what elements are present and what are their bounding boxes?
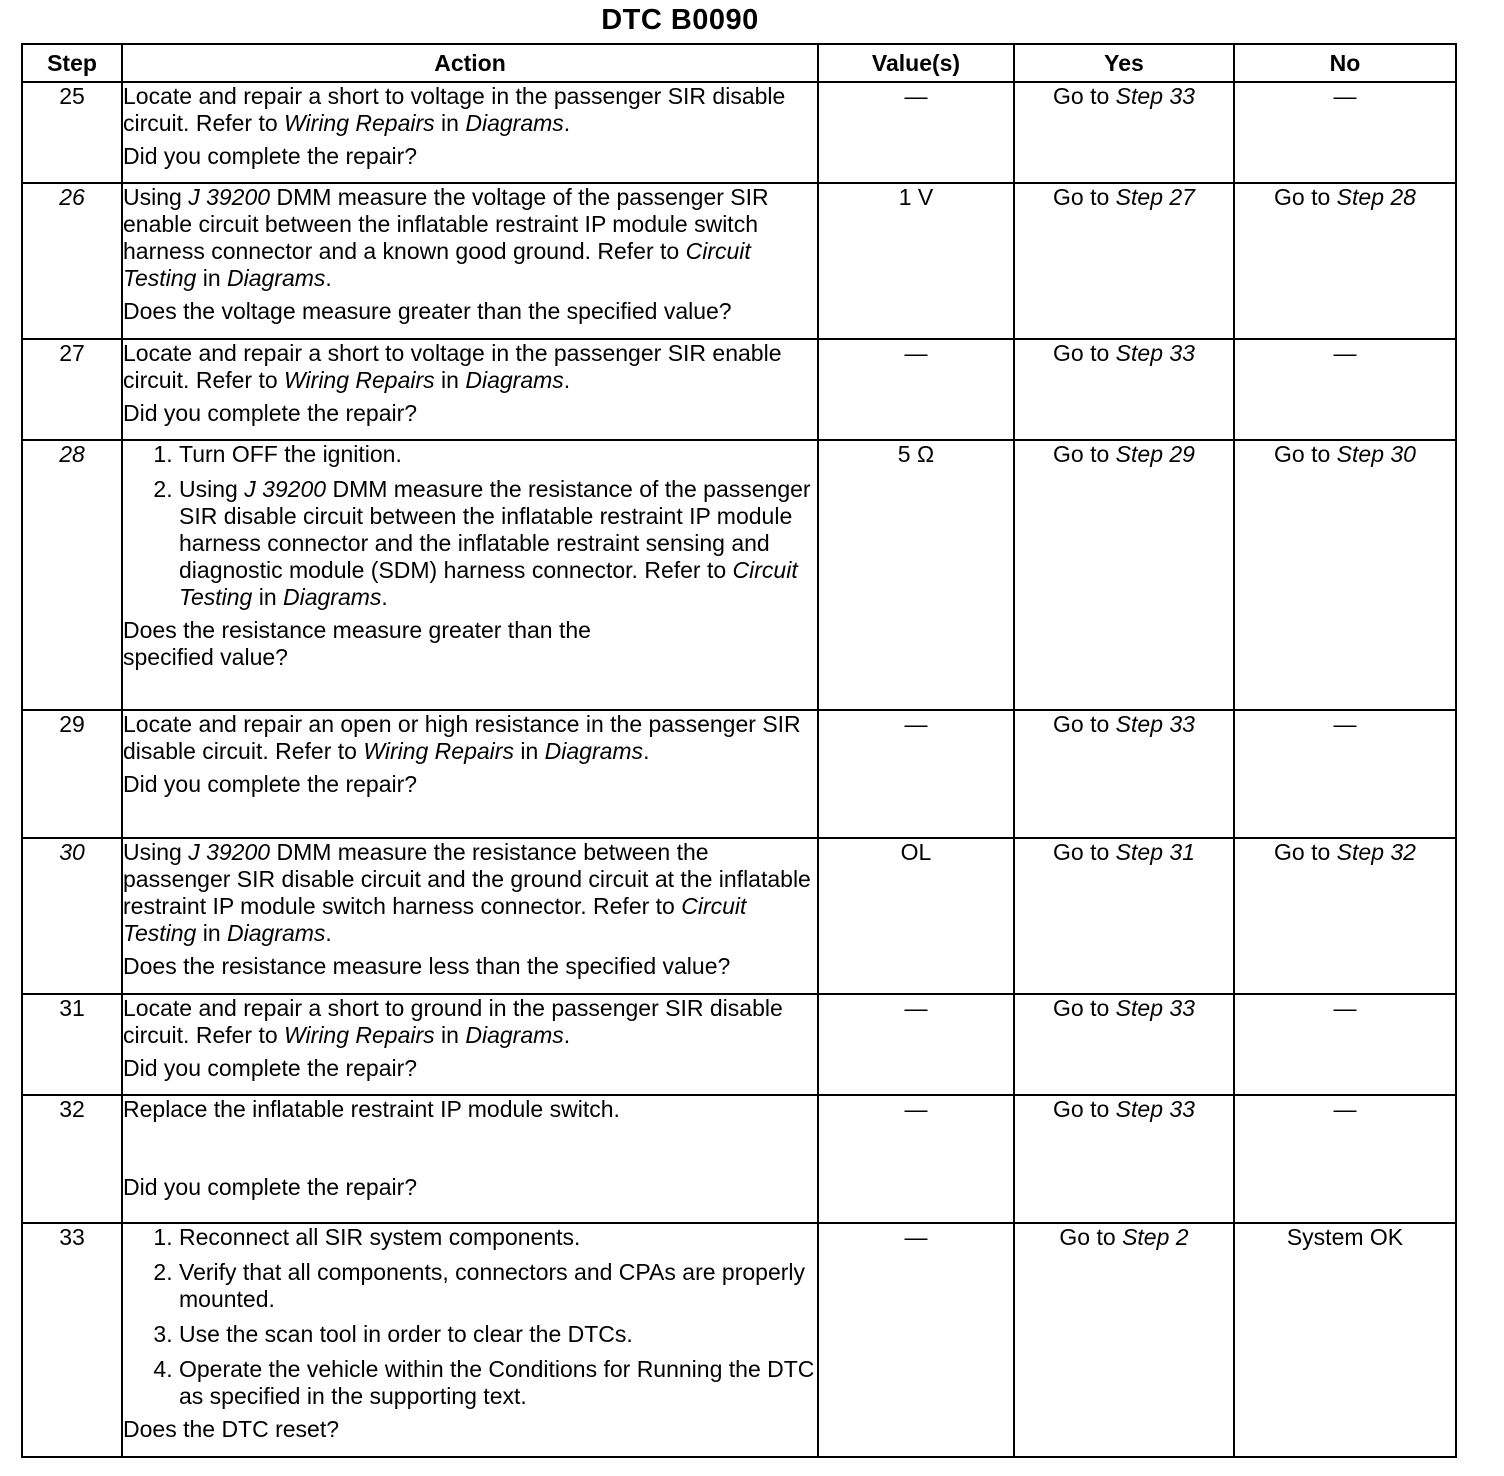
value-cell: 1 V (818, 183, 1014, 339)
list-item: 1. Turn OFF the ignition. (179, 441, 817, 468)
action-text: Using J 39200 DMM measure the voltage of the passenger SIR enable circuit between the inflatable restraint IP module switch harness connector and a known good ground. Refer to Circuit Testing in Diagrams. (123, 184, 769, 291)
table-row (22, 838, 1456, 994)
table-row (22, 339, 1456, 440)
action-question: Does the resistance measure greater than the specified value? (123, 617, 591, 670)
table-row (22, 440, 1456, 710)
action-cell (122, 339, 818, 440)
list-item: 3. Use the scan tool in order to clear the DTCs. (179, 1321, 817, 1348)
action-cell (122, 1095, 818, 1223)
step-number: 30 (22, 838, 122, 994)
action-question: Does the resistance measure less than the specified value? (123, 953, 731, 979)
yes-cell: Go to Step 33 (1014, 710, 1234, 838)
action-cell (122, 1223, 818, 1457)
procedure-list (123, 1224, 817, 1410)
value-cell: — (818, 339, 1014, 440)
action-cell (122, 994, 818, 1095)
value-cell: — (818, 1223, 1014, 1457)
yes-cell: Go to Step 33 (1014, 1095, 1234, 1223)
step-number: 25 (22, 82, 122, 183)
action-question: Does the DTC reset? (123, 1416, 340, 1442)
yes-cell: Go to Step 33 (1014, 994, 1234, 1095)
step-number: 32 (22, 1095, 122, 1223)
action-text: Using J 39200 DMM measure the resistance between the passenger SIR disable circuit and the ground circuit at the inflatable restraint IP module switch harness connector. Refer to Circuit Testing in Diagrams. (123, 839, 811, 946)
no-cell: System OK (1234, 1223, 1456, 1457)
yes-cell: Go to Step 33 (1014, 339, 1234, 440)
list-item: 1. Reconnect all SIR system components. (179, 1224, 817, 1251)
action-cell (122, 838, 818, 994)
value-cell: — (818, 1095, 1014, 1223)
step-number: 33 (22, 1223, 122, 1457)
action-text: Locate and repair an open or high resistance in the passenger SIR disable circuit. Refer to Wiring Repairs in Diagrams. (123, 711, 801, 764)
header-no: No (1234, 44, 1456, 82)
action-cell (122, 440, 818, 710)
yes-cell: Go to Step 33 (1014, 82, 1234, 183)
table-row (22, 82, 1456, 183)
table-row (22, 183, 1456, 339)
table-row (22, 994, 1456, 1095)
procedure-list (123, 441, 817, 611)
header-yes: Yes (1014, 44, 1234, 82)
header-step: Step (22, 44, 122, 82)
yes-cell: Go to Step 29 (1014, 440, 1234, 710)
no-cell: — (1234, 710, 1456, 838)
action-cell (122, 710, 818, 838)
table-row (22, 1223, 1456, 1457)
table-row (22, 710, 1456, 838)
no-cell: — (1234, 339, 1456, 440)
action-question: Did you complete the repair? (123, 143, 418, 169)
step-number: 27 (22, 339, 122, 440)
list-item: 2. Verify that all components, connectors and CPAs are properly mounted. (179, 1259, 817, 1313)
yes-cell: Go to Step 2 (1014, 1223, 1234, 1457)
step-number: 26 (22, 183, 122, 339)
no-cell: — (1234, 1095, 1456, 1223)
list-item: 4. Operate the vehicle within the Conditions for Running the DTC as specified in the supporting text. (179, 1356, 817, 1410)
action-text: Replace the inflatable restraint IP module switch. (123, 1096, 620, 1122)
no-cell: — (1234, 994, 1456, 1095)
header-action: Action (122, 44, 818, 82)
action-question: Did you complete the repair? (123, 400, 418, 426)
yes-cell: Go to Step 27 (1014, 183, 1234, 339)
action-question: Does the voltage measure greater than the specified value? (123, 298, 732, 324)
yes-cell: Go to Step 31 (1014, 838, 1234, 994)
action-text: Locate and repair a short to ground in the passenger SIR disable circuit. Refer to Wiring Repairs in Diagrams. (123, 995, 783, 1048)
value-cell: — (818, 710, 1014, 838)
action-question: Did you complete the repair? (123, 1174, 418, 1200)
action-text: Locate and repair a short to voltage in the passenger SIR enable circuit. Refer to Wiring Repairs in Diagrams. (123, 340, 782, 393)
document-title: DTC B0090 (601, 4, 759, 36)
step-number: 28 (22, 440, 122, 710)
action-cell (122, 183, 818, 339)
header-values: Value(s) (818, 44, 1014, 82)
value-cell: 5 Ω (818, 440, 1014, 710)
header-row (22, 44, 1456, 82)
list-item: 2. Using J 39200 DMM measure the resistance of the passenger SIR disable circuit between the inflatable restraint IP module harness connector and the inflatable restraint sensing and diagnostic module (SDM) harness connector. Refer to Circuit Testing in Diagrams. (179, 476, 817, 611)
no-cell: Go to Step 32 (1234, 838, 1456, 994)
action-cell (122, 82, 818, 183)
value-cell: — (818, 994, 1014, 1095)
no-cell: — (1234, 82, 1456, 183)
step-number: 29 (22, 710, 122, 838)
action-question: Did you complete the repair? (123, 771, 418, 797)
step-number: 31 (22, 994, 122, 1095)
value-cell: — (818, 82, 1014, 183)
no-cell: Go to Step 30 (1234, 440, 1456, 710)
no-cell: Go to Step 28 (1234, 183, 1456, 339)
dtc-table (21, 43, 1457, 1458)
table-row (22, 1095, 1456, 1223)
action-text: Locate and repair a short to voltage in the passenger SIR disable circuit. Refer to Wiring Repairs in Diagrams. (123, 83, 786, 136)
action-question: Did you complete the repair? (123, 1055, 418, 1081)
value-cell: OL (818, 838, 1014, 994)
